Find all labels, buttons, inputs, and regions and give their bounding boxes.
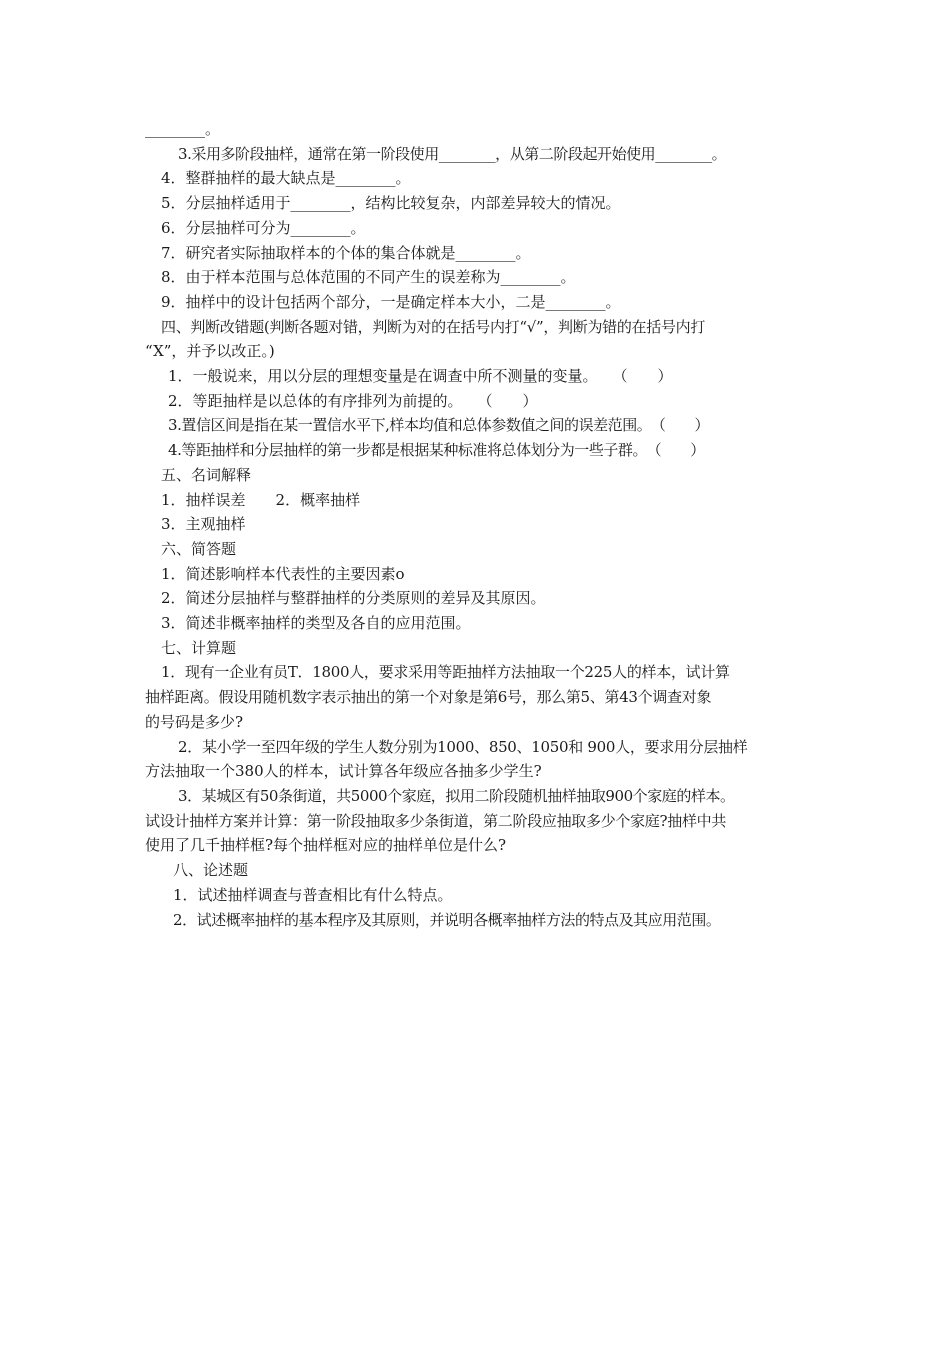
essay-question-1: 1．试述抽样调查与普查相比有什么特点。 [173,885,453,904]
section-4-title-continued: “X”，并予以改正。) [145,342,275,361]
fill-blank-question-7: 7．研究者实际抽取样本的个体的集合体就是________。 [161,243,531,262]
judge-question-1: 1．一般说来，用以分层的理想变量是在调查中所不测量的变量。 （ ） [168,367,673,386]
judge-question-3: 3.置信区间是指在某一置信水平下,样本均值和总体参数值之间的误差范围。 （ ） [168,416,710,435]
section-7-title: 七、计算题 [161,638,237,657]
short-answer-question-1: 1．简述影响样本代表性的主要因素o [161,564,405,583]
calc-question-1-line-3: 的号码是多少? [145,712,244,731]
fill-blank-question-5: 5．分层抽样适用于________，结构比较复杂，内部差异较大的情况。 [161,194,621,213]
calc-question-3-line-3: 使用了几千抽样框?每个抽样框对应的抽样单位是什么? [145,836,507,855]
essay-question-2: 2．试述概率抽样的基本程序及其原则，并说明各概率抽样方法的特点及其应用范围。 [173,910,721,929]
section-8-title: 八、论述题 [173,861,249,880]
calc-question-2-line-1: 2．某小学一至四年级的学生人数分别为1000、850、1050和 900人，要求用分层抽样 [178,737,748,756]
fill-blank-question-4: 4．整群抽样的最大缺点是________。 [161,169,411,188]
term-questions-1-2: 1．抽样误差 2．概率抽样 [161,490,361,509]
section-6-title: 六、简答题 [161,539,237,558]
judge-question-4: 4.等距抽样和分层抽样的第一步都是根据某种标准将总体划分为一些子群。 （ ） [168,441,705,460]
section-4-title: 四、判断改错题(判断各题对错，判断为对的在括号内打“√”，判断为错的在括号内打 [161,317,706,336]
document-page [145,117,813,932]
calc-question-1-line-1: 1．现有一企业有员T．1800人，要求采用等距抽样方法抽取一个225人的样本，试计算 [161,663,730,682]
fill-blank-question-6: 6．分层抽样可分为________。 [161,218,366,237]
calc-question-3-line-1: 3．某城区有50条街道，共5000个家庭，拟用二阶段随机抽样抽取900个家庭的样本。 [178,786,735,805]
fill-blank-question-8: 8．由于样本范围与总体范围的不同产生的误差称为________。 [161,268,576,287]
fill-blank-continuation: ________。 [145,120,221,138]
calc-question-3-line-2: 试设计抽样方案并计算：第一阶段抽取多少条街道，第二阶段应抽取多少个家庭?抽样中共 [145,811,727,830]
short-answer-question-2: 2．简述分层抽样与整群抽样的分类原则的差异及其原因。 [161,589,546,608]
fill-blank-question-3: 3.采用多阶段抽样，通常在第一阶段使用________，从第二阶段起开始使用________。 [178,144,727,163]
calc-question-1-line-2: 抽样距离。假设用随机数字表示抽出的第一个对象是第6号，那么第5、第43个调查对象 [145,688,712,707]
judge-question-2: 2．等距抽样是以总体的有序排列为前提的。 （ ） [168,391,538,410]
term-question-3: 3．主观抽样 [161,515,246,534]
calc-question-2-line-2: 方法抽取一个380人的样本，试计算各年级应各抽多少学生? [145,762,542,781]
fill-blank-question-9: 9．抽样中的设计包括两个部分，一是确定样本大小，二是________。 [161,292,621,311]
section-5-title: 五、名词解释 [161,465,252,484]
short-answer-question-3: 3．简述非概率抽样的类型及各自的应用范围。 [161,614,471,633]
